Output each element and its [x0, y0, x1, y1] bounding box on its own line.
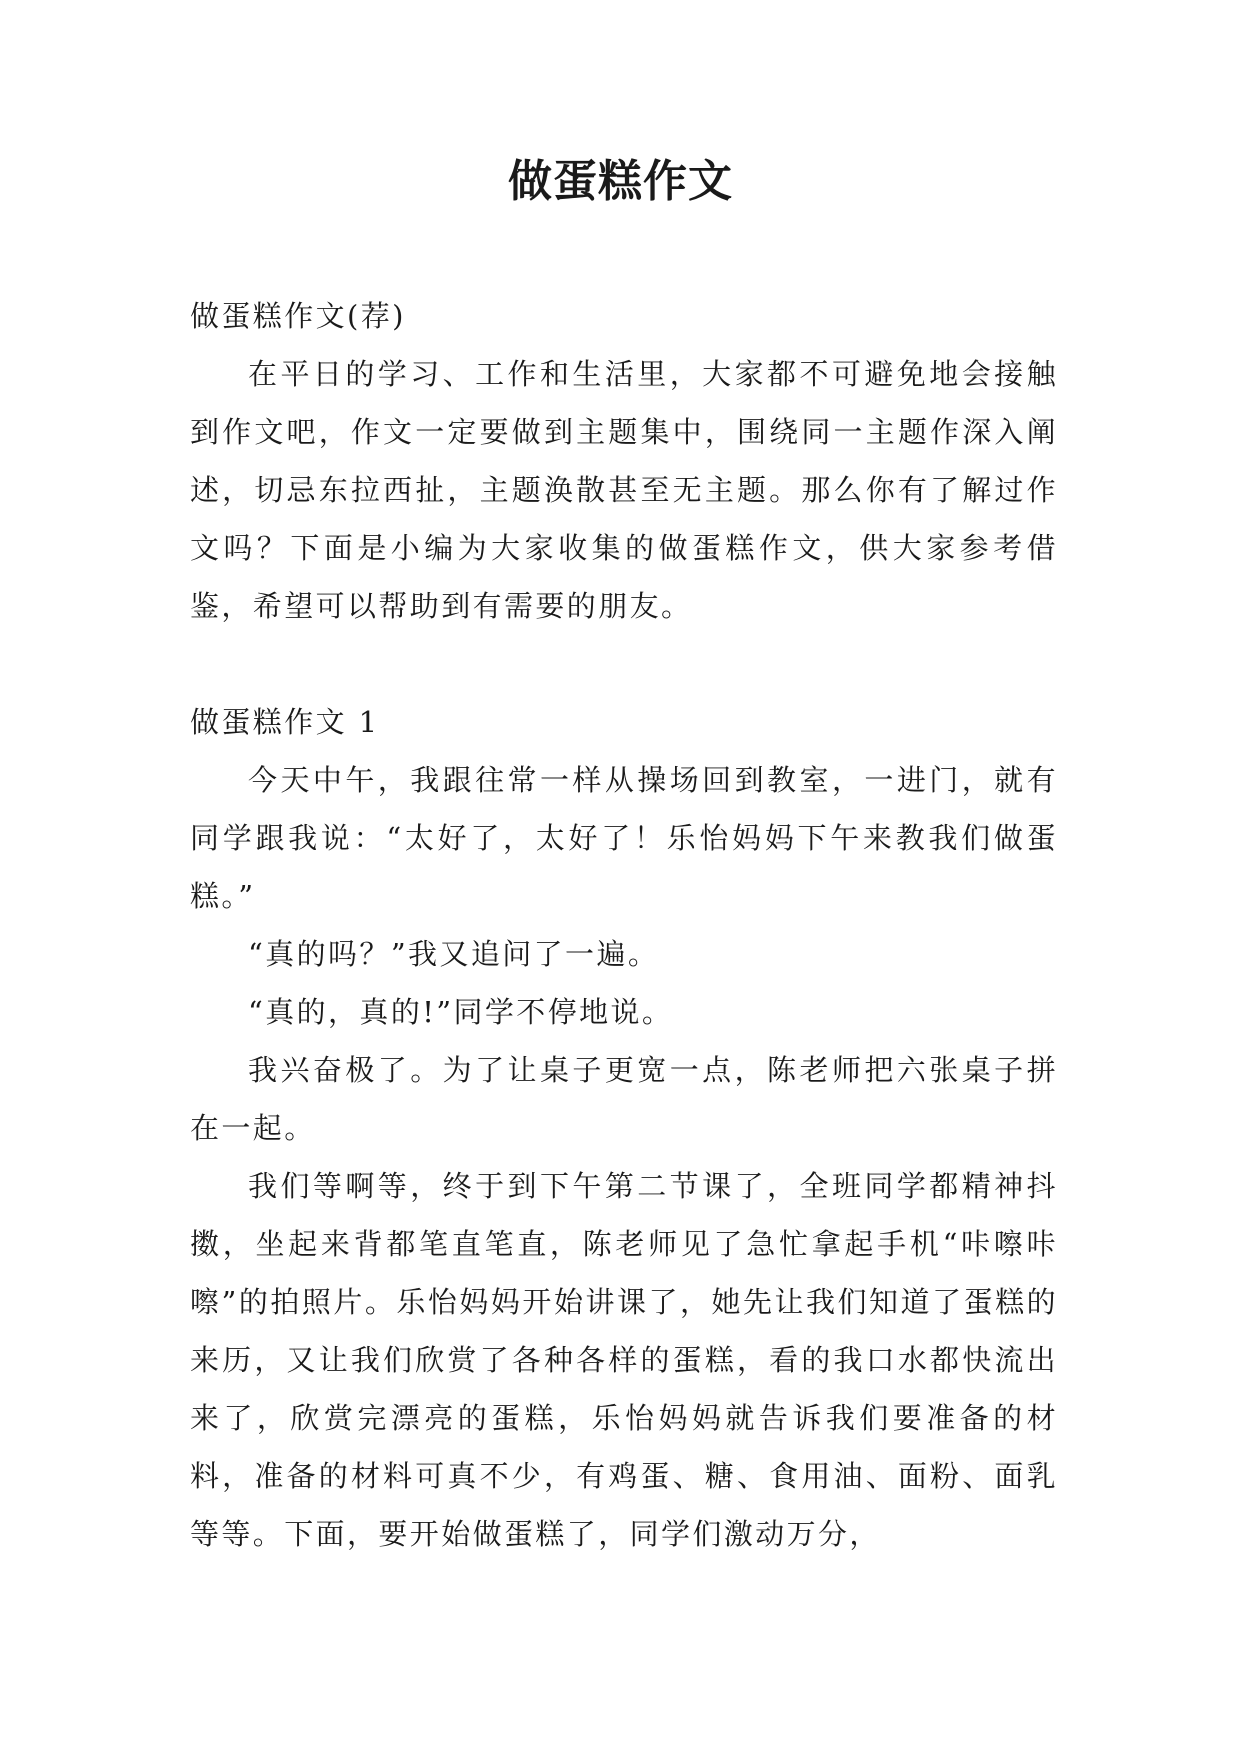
body-paragraph: 今天中午，我跟往常一样从操场回到教室，一进门，就有同学跟我说：“太好了，太好了！乐怡妈妈下午来教我们做蛋糕。” — [190, 763, 1058, 913]
body-paragraph: 我兴奋极了。为了让桌子更宽一点，陈老师把六张桌子拼在一起。 — [190, 1053, 1058, 1145]
section-heading: 做蛋糕作文 1 — [190, 705, 380, 739]
section-spacer — [190, 635, 1058, 693]
intro-heading: 做蛋糕作文(荐) — [190, 299, 406, 333]
document-body — [190, 287, 1058, 1563]
intro-paragraph: 在平日的学习、工作和生活里，大家都不可避免地会接触到作文吧，作文一定要做到主题集中，围绕同一主题作深入阐述，切忌东拉西扯，主题涣散甚至无主题。那么你有了解过作文吗？下面是小编为大家收集的做蛋糕作文，供大家参考借鉴，希望可以帮助到有需要的朋友。 — [190, 357, 1058, 623]
body-paragraph: “真的吗？”我又追问了一遍。 — [248, 937, 660, 971]
document-title: 做蛋糕作文 — [508, 156, 733, 207]
body-paragraph: 我们等啊等，终于到下午第二节课了，全班同学都精神抖擞，坐起来背都笔直笔直，陈老师见了急忙拿起手机“咔嚓咔嚓”的拍照片。乐怡妈妈开始讲课了，她先让我们知道了蛋糕的来历，又让我们欣赏了各种各样的蛋糕，看的我口水都快流出来了，欣赏完漂亮的蛋糕，乐怡妈妈就告诉我们要准备的材料，准备的材料可真不少，有鸡蛋、糖、食用油、面粉、面乳等等。下面，要开始做蛋糕了，同学们激动万分， — [190, 1169, 1058, 1551]
body-paragraph: “真的，真的!”同学不停地说。 — [248, 995, 674, 1029]
